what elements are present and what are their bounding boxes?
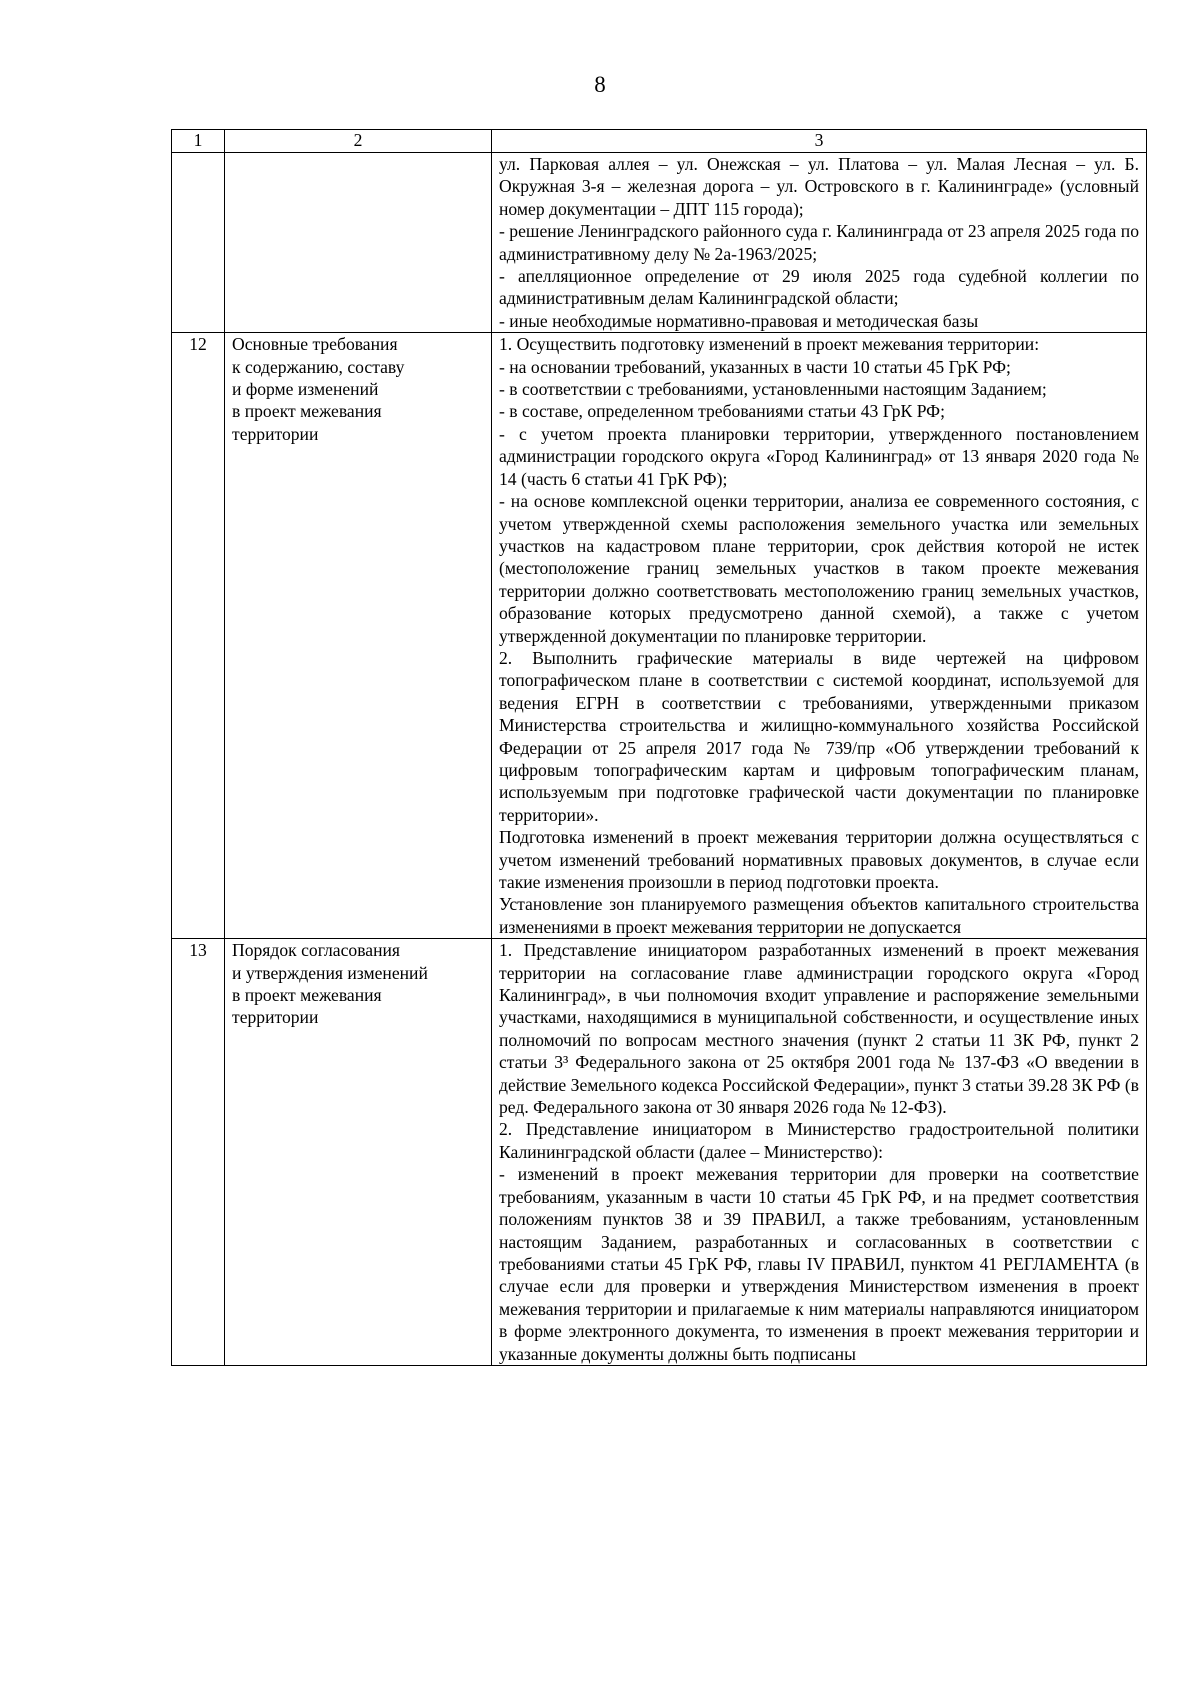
row-label-line: территории xyxy=(232,423,319,444)
page-number: 8 xyxy=(594,72,606,97)
row-number: 12 xyxy=(172,333,225,939)
row-number: 13 xyxy=(172,939,225,1366)
row-content xyxy=(492,939,1147,1366)
content-paragraph: - на основании требований, указанных в части 10 статьи 45 ГрК РФ; xyxy=(499,356,1011,377)
row-content xyxy=(492,333,1147,939)
row-label-line: Порядок согласования xyxy=(232,940,401,961)
row-label-line: и утверждения изменений xyxy=(232,962,428,983)
table-row xyxy=(172,333,1147,939)
row-number xyxy=(172,153,225,333)
requirements-table xyxy=(171,129,1147,1366)
content-paragraph: 2. Выполнить графические материалы в виде чертежей на цифровом топографическом плане в соответствии с системой координат, используемой для ведения ЕГРН в соответствии с требованиями, утвержденными приказом Министерства строительства и жилищно-коммунального хозяйства Российской Федерации от 25 апреля 2017 года № 739/пр «Об утверждении требований к цифровым топографическим картам и цифровым топографическим планам, используемым при подготовке графической части документации по планировке территории». xyxy=(499,647,1139,825)
row-label-line: и форме изменений xyxy=(232,379,379,400)
row-label xyxy=(225,153,492,333)
row-label xyxy=(225,939,492,1366)
content-paragraph: - с учетом проекта планировки территории, утвержденного постановлением администрации городского округа «Город Калининград» от 13 января 2020 года № 14 (часть 6 статьи 41 ГрК РФ); xyxy=(499,423,1139,489)
row-label-line: в проект межевания xyxy=(232,985,382,1006)
content-paragraph: - в составе, определенном требованиями статьи 43 ГрК РФ; xyxy=(499,401,945,422)
content-paragraph: - решение Ленинградского районного суда г. Калининграда от 23 апреля 2025 года по административному делу № 2а-1963/2025; xyxy=(499,221,1139,264)
row-content xyxy=(492,153,1147,333)
header-cell-3: 3 xyxy=(492,130,1147,153)
row-label-line: территории xyxy=(232,1007,319,1028)
content-paragraph: Подготовка изменений в проект межевания территории должна осуществляться с учетом изменений требований нормативных правовых документов, в случае если такие изменения произошли в период подготовки проекта. xyxy=(499,827,1139,892)
row-label xyxy=(225,333,492,939)
header-cell-1: 1 xyxy=(172,130,225,153)
content-paragraph: - апелляционное определение от 29 июля 2025 года судебной коллегии по административным делам Калининградской области; xyxy=(499,266,1139,309)
content-paragraph: 1. Представление инициатором разработанных изменений в проект межевания территории на согласование главе администрации городского округа «Город Калининград», в чьи полномочия входит управление и распоряжение земельными участками, находящимися в муниципальной собственности, и осуществление иных полномочий по вопросам местного значения (пункт 2 статьи 11 ЗК РФ, пункт 2 статьи 3³ Федерального закона от 25 октября 2001 года № 137-ФЗ «О введении в действие Земельного кодекса Российской Федерации», пункт 3 статьи 39.28 ЗК РФ (в ред. Федерального закона от 30 января 2026 года № 12-ФЗ). xyxy=(499,940,1139,1118)
row-label-line: к содержанию, составу xyxy=(232,356,405,377)
header-cell-2: 2 xyxy=(225,130,492,153)
content-paragraph: - изменений в проект межевания территории для проверки на соответствие требованиям, указанным в части 10 статьи 45 ГрК РФ, и на предмет соответствия положениям пунктов 38 и 39 ПРАВИЛ, а также требованиям, установленным настоящим Заданием, разработанных и согласованных в соответствии с требованиями статьи 45 ГрК РФ, главы IV ПРАВИЛ, пунктом 41 РЕГЛАМЕНТА (в случае если для проверки и утверждения Министерством изменения в проект межевания территории и прилагаемые к ним материалы направляются инициатором в форме электронного документа, то изменения в проект межевания территории и указанные документы должны быть подписаны xyxy=(499,1164,1139,1364)
content-paragraph: - иные необходимые нормативно-правовая и методическая базы xyxy=(499,310,979,331)
row-label-line: в проект межевания xyxy=(232,401,382,422)
table-row xyxy=(172,153,1147,333)
row-label-line: Основные требования xyxy=(232,334,398,355)
content-paragraph: - на основе комплексной оценки территории, анализа ее современного состояния, с учетом утвержденной схемы расположения земельного участка или земельных участков на кадастровом плане территории, срок действия которой не истек (местоположение границ земельных участков в таком проекте межевания территории должно соответствовать местоположению границ земельных участков, образование которых предусмотрено данной схемой), а также с учетом утвержденной документации по планировке территории. xyxy=(499,491,1139,646)
content-paragraph: - в соответствии с требованиями, установленными настоящим Заданием; xyxy=(499,379,1047,400)
table-header-row xyxy=(172,130,1147,153)
content-paragraph: 1. Осуществить подготовку изменений в проект межевания территории: xyxy=(499,334,1040,355)
content-paragraph: Установление зон планируемого размещения объектов капитального строительства изменениями в проект межевания территории не допускается xyxy=(499,894,1139,937)
content-paragraph: ул. Парковая аллея – ул. Онежская – ул. Платова – ул. Малая Лесная – ул. Б. Окружная 3-я – железная дорога – ул. Островского в г. Калининграде» (условный номер документации – ДПТ 115 города); xyxy=(499,154,1139,219)
content-paragraph: 2. Представление инициатором в Министерство градостроительной политики Калининградской области (далее – Министерство): xyxy=(499,1119,1139,1162)
table-row xyxy=(172,939,1147,1366)
